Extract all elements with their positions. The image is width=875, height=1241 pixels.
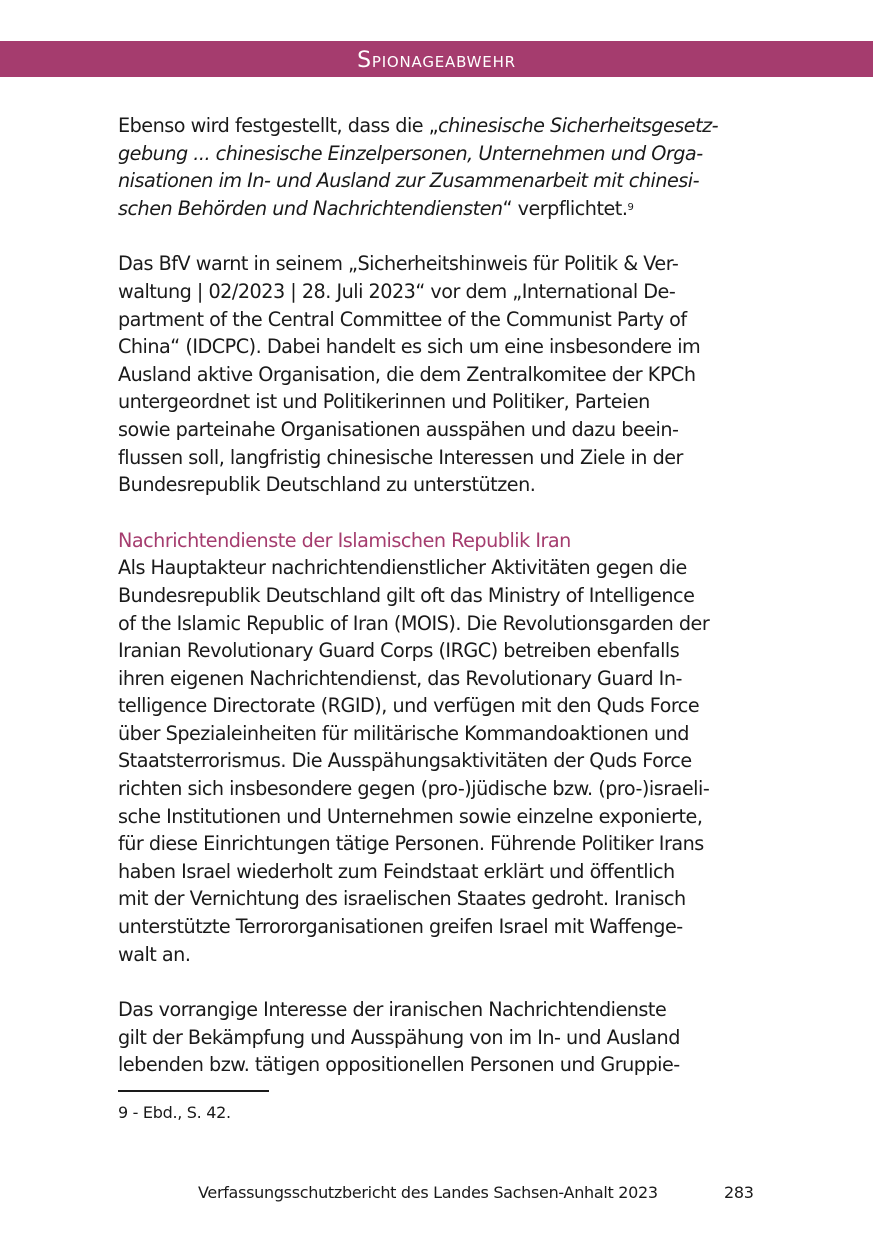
- quote-line: nisationen im In- und Ausland zur Zusammenarbeit mit chinesi-: [118, 169, 700, 193]
- paragraph-bfv-warning: [118, 250, 763, 498]
- footer-publication-title: Verfassungsschutzbericht des Landes Sachsen-Anhalt 2023: [198, 1183, 658, 1202]
- text-line: unterstützte Terrororganisationen greifen Israel mit Waffenge-: [118, 915, 683, 939]
- text-line: Staatsterrorismus. Die Ausspähungsaktivitäten der Quds Force: [118, 749, 692, 773]
- paragraph-iran-services: [118, 527, 763, 969]
- text-line: für diese Einrichtungen tätige Personen. Führende Politiker Irans: [118, 832, 704, 856]
- text-line: haben Israel wiederholt zum Feindstaat erklärt und öffentlich: [118, 859, 675, 883]
- text-line: Bundesrepublik Deutschland zu unterstützen.: [118, 473, 536, 497]
- text-line: gilt der Bekämpfung und Ausspähung von im In- und Ausland: [118, 1025, 680, 1049]
- footnote-divider: [118, 1090, 269, 1092]
- text-line: China“ (IDCPC). Dabei handelt es sich um eine insbesondere im: [118, 335, 701, 359]
- text-line: Das BfV warnt in seinem „Sicherheitshinweis für Politik & Ver-: [118, 252, 679, 276]
- quote-span: chinesische Sicherheitsgesetz-: [438, 114, 719, 137]
- text-line: Als Hauptakteur nachrichtendienstlicher Aktivitäten gegen die: [118, 556, 687, 580]
- text-line: lebenden bzw. tätigen oppositionellen Personen und Gruppie-: [118, 1053, 680, 1077]
- main-content: [118, 112, 763, 1079]
- text-line: telligence Directorate (RGID), und verfügen mit den Quds Force: [118, 694, 700, 718]
- footnote-reference[interactable]: 9: [627, 201, 634, 213]
- text-line: über Spezialeinheiten für militärische Kommandoaktionen und: [118, 721, 689, 745]
- text-line: Iranian Revolutionary Guard Corps (IRGC) betreiben ebenfalls: [118, 639, 680, 663]
- paragraph-gap: [118, 968, 763, 996]
- section-header-bar: [0, 41, 873, 77]
- text-span: Ebenso wird festgestellt, dass die „: [118, 114, 439, 137]
- text-span: “ verpflichtet.: [502, 196, 628, 220]
- text-line: sche Institutionen und Unternehmen sowie einzelne exponierte,: [118, 804, 703, 828]
- text-line: untergeordnet ist und Politikerinnen und Politiker, Parteien: [118, 390, 650, 414]
- page-number: 283: [724, 1183, 754, 1202]
- text-line: partment of the Central Committee of the Communist Party of: [118, 307, 687, 331]
- quote-span: schen Behörden und Nachrichtendiensten: [118, 196, 503, 220]
- text-line: sowie parteinahe Organisationen ausspähen und dazu beein-: [118, 417, 679, 441]
- text-line: ihren eigenen Nachrichtendienst, das Revolutionary Guard In-: [118, 666, 682, 690]
- text-line: waltung | 02/2023 | 28. Juli 2023“ vor dem „International De-: [118, 279, 676, 303]
- paragraph-china-legislation: [118, 112, 763, 222]
- paragraph-gap: [118, 222, 763, 250]
- paragraph-gap: [118, 499, 763, 527]
- text-line: [118, 112, 763, 140]
- text-line: richten sich insbesondere gegen (pro-)jüdische bzw. (pro-)israeli-: [118, 777, 710, 801]
- paragraph-iran-interest: [118, 996, 763, 1079]
- text-line: walt an.: [118, 942, 191, 966]
- text-line: Ausland aktive Organisation, die dem Zentralkomitee der KPCh: [118, 362, 696, 386]
- footnote: 9 - Ebd., S. 42.: [118, 1103, 231, 1122]
- section-title: Spionageabwehr: [357, 48, 516, 73]
- text-line: Das vorrangige Interesse der iranischen Nachrichtendienste: [118, 998, 667, 1022]
- text-line: of the Islamic Republic of Iran (MOIS). Die Revolutionsgarden der: [118, 611, 710, 635]
- subheading-iran: Nachrichtendienste der Islamischen Republik Iran: [118, 528, 571, 552]
- text-line: [118, 195, 763, 223]
- quote-line: gebung ... chinesische Einzelpersonen, Unternehmen und Orga-: [118, 141, 703, 165]
- text-line: Bundesrepublik Deutschland gilt oft das Ministry of Intelligence: [118, 583, 695, 607]
- text-line: mit der Vernichtung des israelischen Staates gedroht. Iranisch: [118, 887, 686, 911]
- text-line: flussen soll, langfristig chinesische Interessen und Ziele in der: [118, 445, 683, 469]
